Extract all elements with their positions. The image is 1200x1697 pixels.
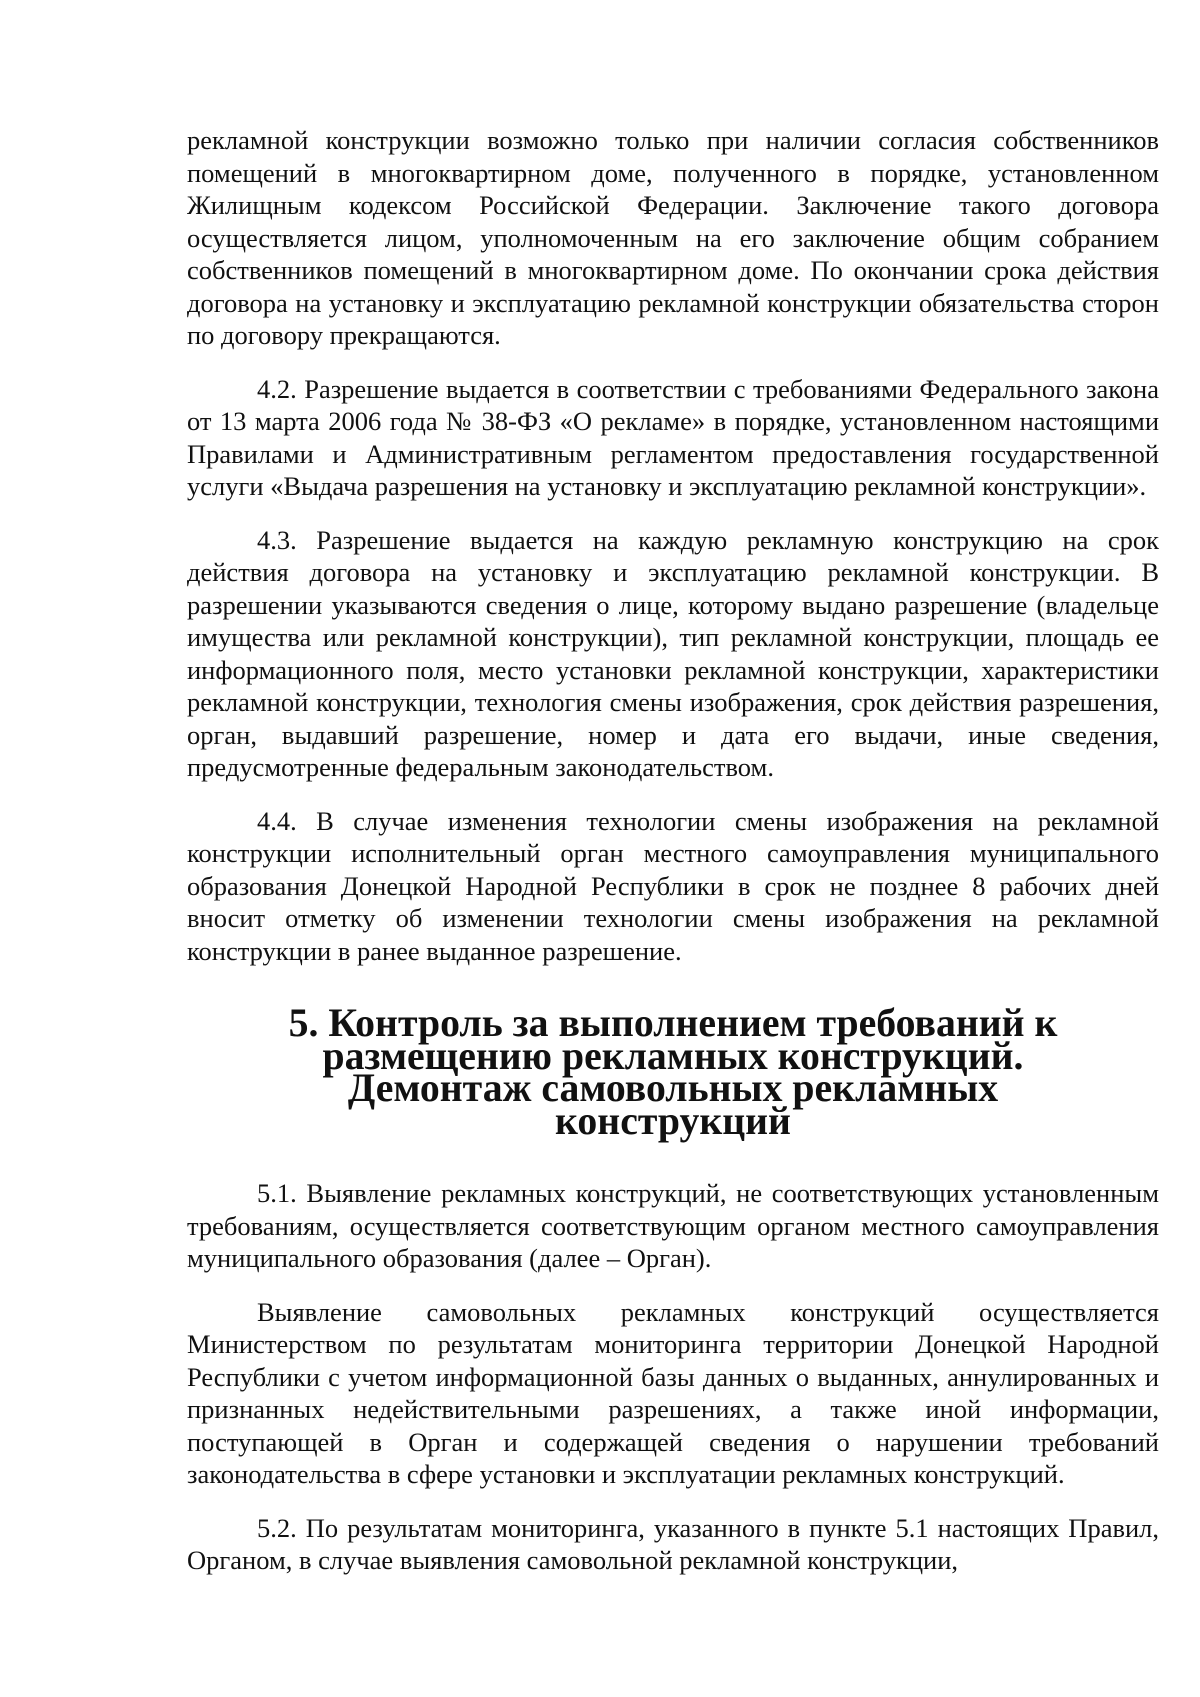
paragraph-continuation: рекламной конструкции возможно только при наличии согласия собственников помещений в многоквартирном доме, полученного в порядке, установленном Жилищным кодексом Российской Федерации. Заключение такого договора осуществляется лицом, уполномоченным на его заключение общим собранием собственников помещений в многоквартирном доме. По окончании срока действия договора на установку и эксплуатацию рекламной конструкции обязательства сторон по договору прекращаются.	[187, 125, 1159, 350]
paragraph-4-4: 4.4. В случае изменения технологии смены изображения на рекламной конструкции исполнительный орган местного самоуправления муниципального образования Донецкой Народной Республики в срок не позднее 8 рабочих дней вносит отметку об изменении технологии смены изображения на рекламной конструкции в ранее выданное разрешение.	[187, 805, 1159, 966]
section-5-heading: 5. Контроль за выполнением требований к размещению рекламных конструкций. Демонтаж самовольных рекламных конструкций	[288, 1001, 1058, 1143]
paragraph-4-2: 4.2. Разрешение выдается в соответствии с требованиями Федерального закона от 13 марта 2006 года № 38-ФЗ «О рекламе» в порядке, установленном настоящими Правилами и Административным регламентом предоставления государственной услуги «Выдача разрешения на установку и эксплуатацию рекламной конструкции».	[187, 373, 1159, 501]
paragraph-unauthorized-detection: Выявление самовольных рекламных конструкций осуществляется Министерством по результатам мониторинга территории Донецкой Народной Республики с учетом информационной базы данных о выданных, аннулированных и признанных недействительными разрешениях, а также иной информации, поступающей в Орган и содержащей сведения о нарушении требований законодательства в сфере установки и эксплуатации рекламных конструкций.	[187, 1296, 1159, 1489]
paragraph-5-2: 5.2. По результатам мониторинга, указанного в пункте 5.1 настоящих Правил, Органом, в случае выявления самовольной рекламной конструкции,	[187, 1512, 1159, 1575]
paragraph-4-3: 4.3. Разрешение выдается на каждую рекламную конструкцию на срок действия договора на установку и эксплуатацию рекламной конструкции. В разрешении указываются сведения о лице, которому выдано разрешение (владельце имущества или рекламной конструкции), тип рекламной конструкции, площадь ее информационного поля, место установки рекламной конструкции, характеристики рекламной конструкции, технология смены изображения, срок действия разрешения, орган, выдавший разрешение, номер и дата его выдачи, иные сведения, предусмотренные федеральным законодательством.	[187, 524, 1159, 782]
paragraph-5-1: 5.1. Выявление рекламных конструкций, не соответствующих установленным требованиям, осуществляется соответствующим органом местного самоуправления муниципального образования (далее – Орган).	[187, 1178, 1159, 1273]
document-page	[187, 124, 1159, 1577]
